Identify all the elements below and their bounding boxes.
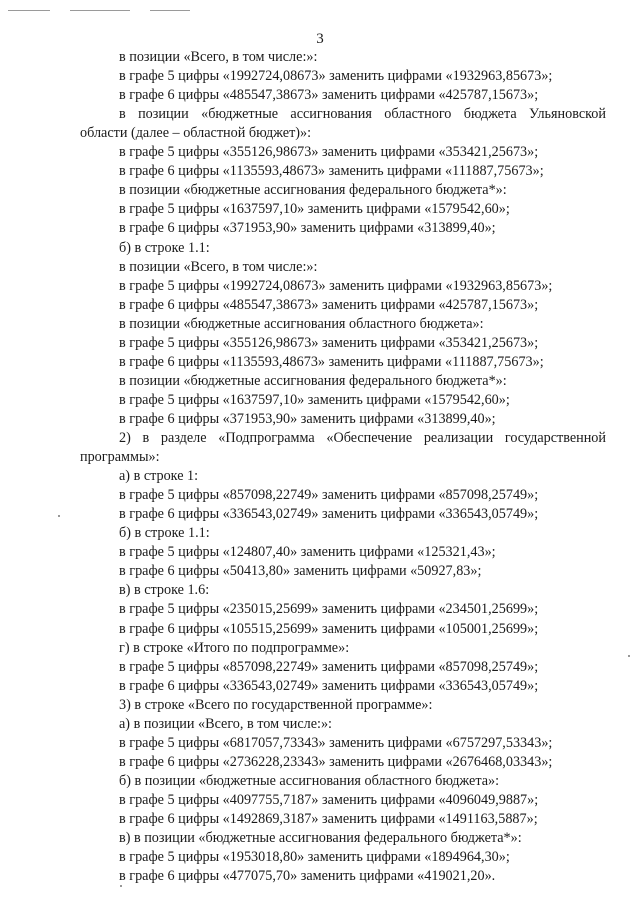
text-line: в позиции «бюджетные ассигнования федерального бюджета*»:: [119, 182, 507, 199]
text-line: г) в строке «Итого по подпрограмме»:: [119, 639, 350, 656]
text-line: в графе 6 цифры «336543,02749» заменить цифрами «336543,05749»;: [119, 506, 539, 523]
text-line: в графе 6 цифры «485547,38673» заменить цифрами «425787,15673»;: [119, 87, 539, 104]
text-line: 3) в строке «Всего по государственной программе»:: [119, 696, 433, 713]
text-line: в графе 6 цифры «50413,80» заменить цифрами «50927,83»;: [119, 563, 482, 580]
text-line: б) в строке 1.1:: [119, 239, 210, 256]
text-line: в) в позиции «бюджетные ассигнования федерального бюджета*»:: [119, 830, 522, 847]
text-line: в графе 6 цифры «105515,25699» заменить цифрами «105001,25699»;: [119, 620, 539, 637]
text-line: в графе 5 цифры «4097755,7187» заменить цифрами «4096049,9887»;: [119, 791, 539, 808]
text-line: в графе 6 цифры «371953,90» заменить цифрами «313899,40»;: [119, 410, 496, 427]
text-line: в) в строке 1.6:: [119, 582, 210, 599]
scan-speck: [58, 515, 60, 517]
text-line: а) в строке 1:: [119, 468, 199, 485]
text-line: в графе 6 цифры «485547,38673» заменить цифрами «425787,15673»;: [119, 296, 539, 313]
text-line: в графе 5 цифры «235015,25699» заменить цифрами «234501,25699»;: [119, 601, 539, 618]
text-line: в графе 6 цифры «1135593,48673» заменить цифрами «111887,75673»;: [119, 163, 544, 180]
page-number: 3: [316, 31, 324, 47]
text-line: в графе 5 цифры «1637597,10» заменить цифрами «1579542,60»;: [119, 391, 510, 408]
scan-speck: [120, 885, 122, 887]
scan-mark: [70, 10, 130, 11]
text-line: б) в строке 1.1:: [119, 525, 210, 542]
text-line: 2) в разделе «Подпрограмма «Обеспечение реализации государственной: [119, 430, 606, 446]
text-line: области (далее – областной бюджет)»:: [80, 125, 312, 142]
text-line: в позиции «бюджетные ассигнования областного бюджета Ульяновской: [119, 106, 606, 123]
text-line: в графе 5 цифры «1953018,80» заменить цифрами «1894964,30»;: [119, 849, 510, 866]
text-line: в позиции «Всего, в том числе:»:: [119, 258, 318, 275]
text-line: в графе 5 цифры «355126,98673» заменить цифрами «353421,25673»;: [119, 334, 539, 351]
text-line: в графе 6 цифры «1492869,3187» заменить цифрами «1491163,5887»;: [119, 811, 538, 827]
text-line: в графе 5 цифры «1992724,08673» заменить цифрами «1932963,85673»;: [119, 277, 553, 294]
text-line: в графе 5 цифры «1637597,10» заменить цифрами «1579542,60»;: [119, 201, 510, 218]
text-line: в графе 6 цифры «1135593,48673» заменить цифрами «111887,75673»;: [119, 353, 544, 370]
text-line: в графе 5 цифры «124807,40» заменить цифрами «125321,43»;: [119, 544, 496, 561]
text-line: в графе 6 цифры «2736228,23343» заменить цифрами «2676468,03343»;: [119, 753, 553, 770]
text-line: в позиции «Всего, в том числе:»:: [119, 49, 318, 65]
text-line: в графе 6 цифры «336543,02749» заменить цифрами «336543,05749»;: [119, 677, 539, 694]
text-line: в графе 6 цифры «371953,90» заменить цифрами «313899,40»;: [119, 220, 496, 237]
text-line: в графе 5 цифры «6817057,73343» заменить цифрами «6757297,53343»;: [119, 734, 553, 751]
text-line: а) в позиции «Всего, в том числе:»:: [119, 715, 332, 732]
scan-mark: [150, 10, 190, 11]
text-line: в графе 5 цифры «1992724,08673» заменить цифрами «1932963,85673»;: [119, 68, 553, 85]
text-line: б) в позиции «бюджетные ассигнования областного бюджета»:: [119, 772, 500, 789]
scan-mark: [8, 10, 50, 11]
text-line: в графе 5 цифры «355126,98673» заменить цифрами «353421,25673»;: [119, 144, 539, 161]
text-line: в позиции «бюджетные ассигнования федерального бюджета*»:: [119, 372, 507, 389]
text-line: в графе 6 цифры «477075,70» заменить цифрами «419021,20».: [119, 868, 496, 885]
scan-speck: [628, 655, 630, 657]
text-line: программы»:: [80, 449, 160, 466]
text-line: в позиции «бюджетные ассигнования областного бюджета»:: [119, 315, 484, 332]
text-line: в графе 5 цифры «857098,22749» заменить цифрами «857098,25749»;: [119, 658, 539, 675]
text-line: в графе 5 цифры «857098,22749» заменить цифрами «857098,25749»;: [119, 487, 539, 504]
